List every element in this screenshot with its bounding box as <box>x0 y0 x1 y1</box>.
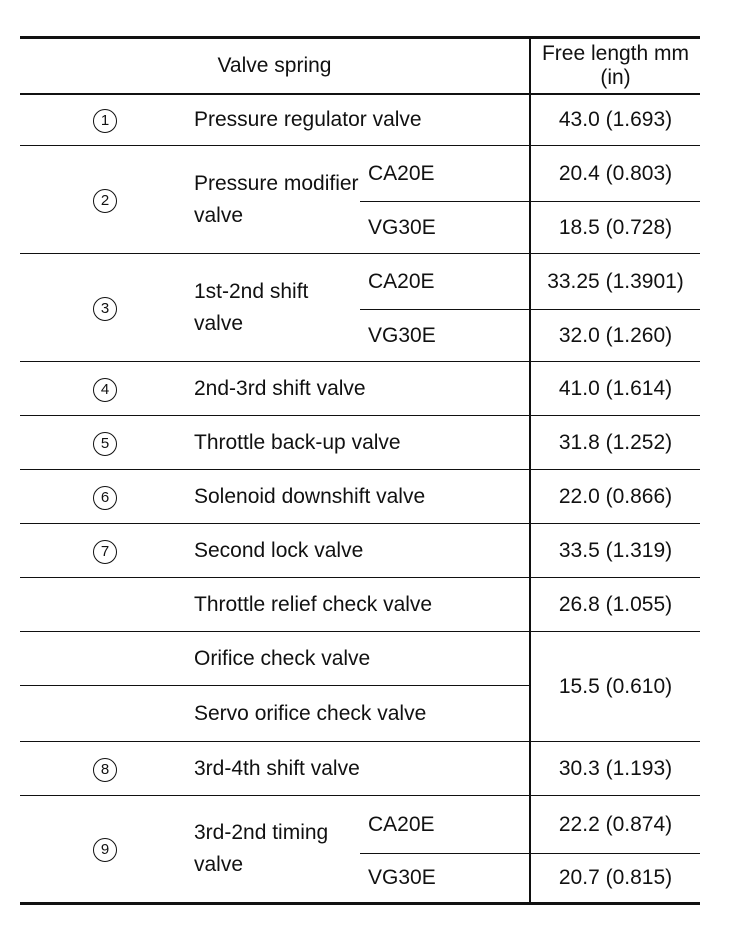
engine-model: VG30E <box>368 323 436 347</box>
table-row <box>20 796 700 854</box>
engine-model: CA20E <box>360 796 530 854</box>
item-number: 2 <box>93 189 117 213</box>
table-row <box>20 146 700 202</box>
spring-name: Throttle relief check valve <box>194 592 433 616</box>
spring-name: Pressure regulator valve <box>194 107 422 131</box>
spring-name: Orifice check valve <box>194 646 371 670</box>
engine-model: CA20E <box>360 146 530 202</box>
item-number: 7 <box>93 540 117 564</box>
spring-name: 3rd-4th shift valve <box>194 756 360 780</box>
spring-name: Throttle back-up valve <box>194 430 401 454</box>
free-length-value: 41.0 (1.614) <box>530 362 700 416</box>
header-free-length: Free length mm (in) <box>530 38 700 94</box>
free-length-value: 22.2 (0.874) <box>530 796 700 854</box>
free-length-value: 32.0 (1.260) <box>530 310 700 362</box>
free-length-value: 31.8 (1.252) <box>530 416 700 470</box>
free-length-value: 18.5 (0.728) <box>530 202 700 254</box>
free-length-value: 15.5 (0.610) <box>530 632 700 742</box>
free-length-value: 26.8 (1.055) <box>530 578 700 632</box>
table-row <box>20 254 700 310</box>
header-valve-spring: Valve spring <box>217 53 332 77</box>
item-number: 4 <box>93 378 117 402</box>
spring-name: 1st-2nd shift valve <box>194 279 309 335</box>
spring-name: Servo orifice check valve <box>194 701 427 725</box>
free-length-value: 30.3 (1.193) <box>530 742 700 796</box>
item-number: 8 <box>93 758 117 782</box>
table-row <box>20 470 700 524</box>
table-row <box>20 362 700 416</box>
spring-name: 2nd-3rd shift valve <box>194 376 366 400</box>
free-length-value: 22.0 (0.866) <box>530 470 700 524</box>
item-number: 6 <box>93 486 117 510</box>
free-length-value: 43.0 (1.693) <box>530 94 700 146</box>
valve-spring-table <box>20 36 700 905</box>
engine-model: VG30E <box>368 866 436 889</box>
free-length-value: 33.5 (1.319) <box>530 524 700 578</box>
item-number: 1 <box>93 109 117 133</box>
item-number: 9 <box>93 838 117 862</box>
table-row <box>20 578 700 632</box>
table-row <box>20 524 700 578</box>
table-row <box>20 632 700 686</box>
table-row <box>20 94 700 146</box>
engine-model: CA20E <box>360 254 530 310</box>
free-length-value: 33.25 (1.3901) <box>530 254 700 310</box>
engine-model: VG30E <box>368 215 436 239</box>
free-length-value: 20.7 (0.815) <box>530 854 700 904</box>
free-length-value: 20.4 (0.803) <box>530 146 700 202</box>
spring-name: 3rd-2nd timing valve <box>194 821 329 876</box>
item-number: 5 <box>93 432 117 456</box>
spring-name: Solenoid downshift valve <box>194 484 426 508</box>
spring-name: Second lock valve <box>194 538 364 562</box>
spring-name: Pressure modifier valve <box>194 171 359 227</box>
header-row <box>20 38 700 94</box>
table-row <box>20 742 700 796</box>
table-row <box>20 416 700 470</box>
item-number: 3 <box>93 297 117 321</box>
